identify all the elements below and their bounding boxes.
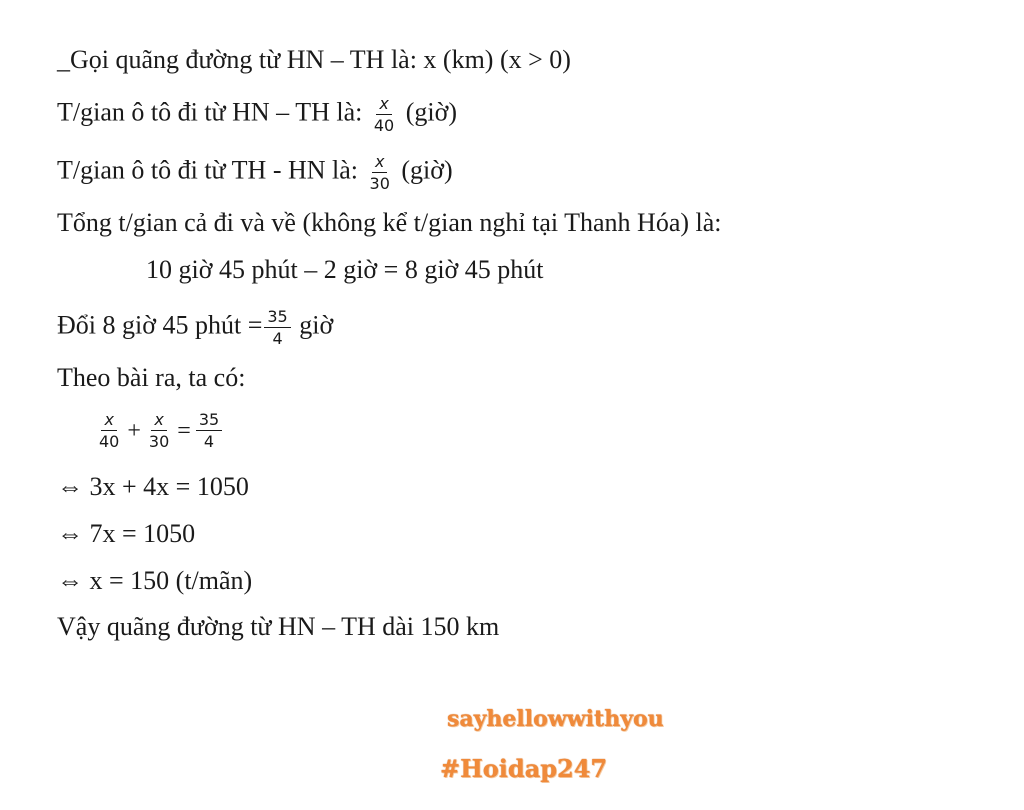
line-time-calculation: 10 giờ 45 phút – 2 giờ = 8 giờ 45 phút (146, 255, 544, 284)
fraction-numerator: 35 (264, 307, 290, 328)
equals-sign: = (177, 417, 191, 444)
fraction-x-over-30 (367, 152, 393, 193)
plus-sign: + (127, 417, 141, 444)
fraction-35-over-4 (264, 307, 290, 348)
time-th-hn-label: T/gian ô tô đi từ TH - HN là: (57, 155, 365, 185)
fraction-denominator: 40 (99, 432, 120, 451)
unit-hours: (giờ) (399, 97, 458, 127)
line-equation (94, 410, 224, 451)
fraction-x-over-30 (146, 410, 172, 451)
line-step-simplify: ⇔ 7x = 1050 (57, 519, 196, 548)
line-step-combine: ⇔ 3x + 4x = 1050 (57, 472, 249, 501)
fraction-denominator: 40 (373, 116, 395, 135)
watermark-username: sayhellowwithyou (447, 706, 664, 732)
fraction-denominator: 30 (369, 174, 390, 193)
line-step-solution: ⇔ x = 150 (t/mãn) (57, 566, 253, 595)
time-hn-th-label: T/gian ô tô đi từ HN – TH là: (57, 97, 369, 127)
line-time-th-hn (57, 152, 453, 193)
convert-label: Đổi 8 giờ 45 phút = (57, 310, 263, 340)
line-according-to-problem: Theo bài ra, ta có: (57, 363, 246, 392)
unit-hours: giờ (292, 310, 334, 340)
fraction-denominator: 4 (203, 432, 215, 451)
line-let-distance: _Gọi quãng đường từ HN – TH là: x (km) (x > 0) (57, 45, 571, 74)
fraction-35-over-4 (196, 410, 222, 451)
line-conclusion: Vậy quãng đường từ HN – TH dài 150 km (57, 612, 500, 641)
fraction-x-over-40 (371, 94, 397, 135)
fraction-denominator: 4 (272, 329, 283, 348)
fraction-numerator: x (101, 410, 116, 431)
fraction-numerator: 35 (196, 410, 222, 431)
fraction-numerator: x (372, 152, 387, 173)
unit-hours: (giờ) (394, 155, 453, 185)
fraction-numerator: x (376, 94, 391, 115)
fraction-denominator: 30 (148, 432, 170, 451)
line-convert-time (57, 307, 333, 348)
watermark-hashtag: #Hoidap247 (440, 754, 608, 783)
line-time-hn-th (57, 94, 457, 135)
fraction-numerator: x (151, 410, 166, 431)
line-total-time: Tổng t/gian cả đi và về (không kể t/gian nghỉ tại Thanh Hóa) là: (57, 208, 722, 237)
fraction-x-over-40 (96, 410, 122, 451)
